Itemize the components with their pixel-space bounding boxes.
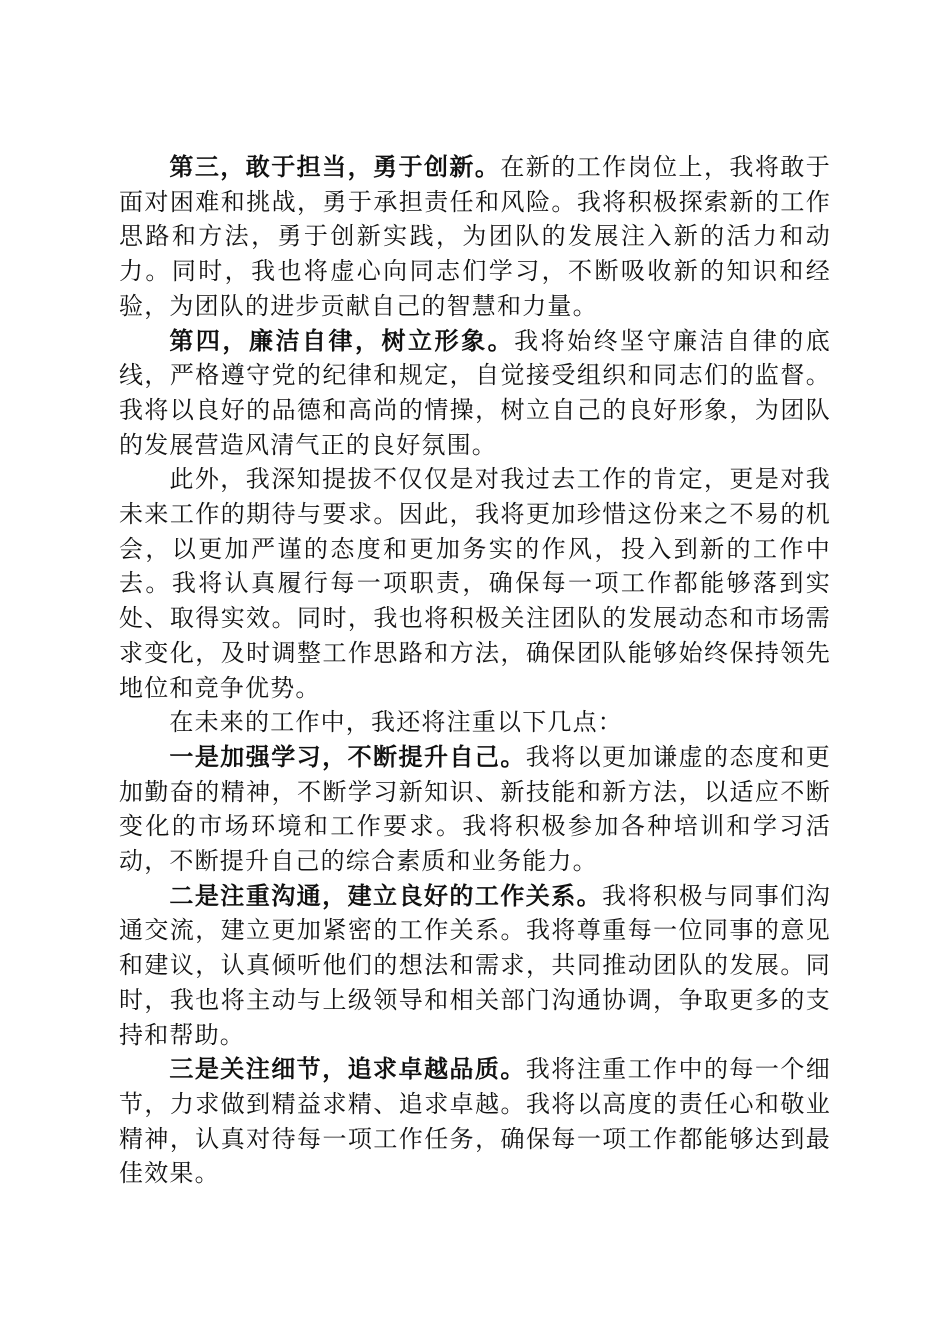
paragraph-point-three [119,1052,831,1191]
paragraph-lead: 二是注重沟通，建立良好的工作关系。 [169,880,603,910]
document-body [119,150,831,1191]
paragraph-text: 我将注重工作中的每一个细节，力求做到精益求精、追求卓越。我将以高度的责任心和敬业精神，认真对待每一项工作任务，确保每一项工作都能够达到最佳效果。 [119,1055,831,1188]
paragraph-text: 我将始终坚守廉洁自律的底线，严格遵守党的纪律和规定，自觉接受组织和同志们的监督。我将以良好的品德和高尚的情操，树立自己的良好形象，为团队的发展营造风清气正的良好氛围。 [119,326,831,459]
paragraph-fourth-point [119,324,831,463]
paragraph-text: 在未来的工作中，我还将注重以下几点： [169,708,623,737]
paragraph-text: 此外，我深知提拔不仅仅是对我过去工作的肯定，更是对我未来工作的期待与要求。因此，我将更加珍惜这份来之不易的机会，以更加严谨的态度和更加务实的作风，投入到新的工作中去。我将认真履行每一项职责，确保每一项工作都能够落到实处、取得实效。同时，我也将积极关注团队的发展动态和市场需求变化，及时调整工作思路和方法，确保团队能够始终保持领先地位和竞争优势。 [119,465,831,702]
paragraph-lead: 第四，廉洁自律，树立形象。 [169,325,515,355]
paragraph-lead: 三是关注细节，追求卓越品质。 [169,1054,526,1084]
paragraph-text: 我将积极与同事们沟通交流，建立更加紧密的工作关系。我将尊重每一位同事的意见和建议，认真倾听他们的想法和需求，共同推动团队的发展。同时，我也将主动与上级领导和相关部门沟通协调，争取更多的支持和帮助。 [119,881,831,1049]
paragraph-point-two [119,879,831,1053]
paragraph-lead: 第三，敢于担当，勇于创新。 [169,152,501,181]
paragraph-text: 我将以更加谦虚的态度和更加勤奋的精神，不断学习新知识、新技能和新方法，以适应不断变化的市场环境和工作要求。我将积极参加各种培训和学习活动，不断提升自己的综合素质和业务能力。 [119,742,831,876]
paragraph-text: 在新的工作岗位上，我将敢于面对困难和挑战，勇于承担责任和风险。我将积极探索新的工作思路和方法，勇于创新实践，为团队的发展注入新的活力和动力。同时，我也将虚心向同志们学习，不断吸收新的知识和经验，为团队的进步贡献自己的智慧和力量。 [119,153,831,320]
paragraph-lead: 一是加强学习，不断提升自己。 [169,741,526,771]
paragraph-future-intro [119,705,831,740]
paragraph-in-addition [119,462,831,705]
paragraph-third-point [119,150,831,324]
paragraph-point-one [119,740,831,879]
